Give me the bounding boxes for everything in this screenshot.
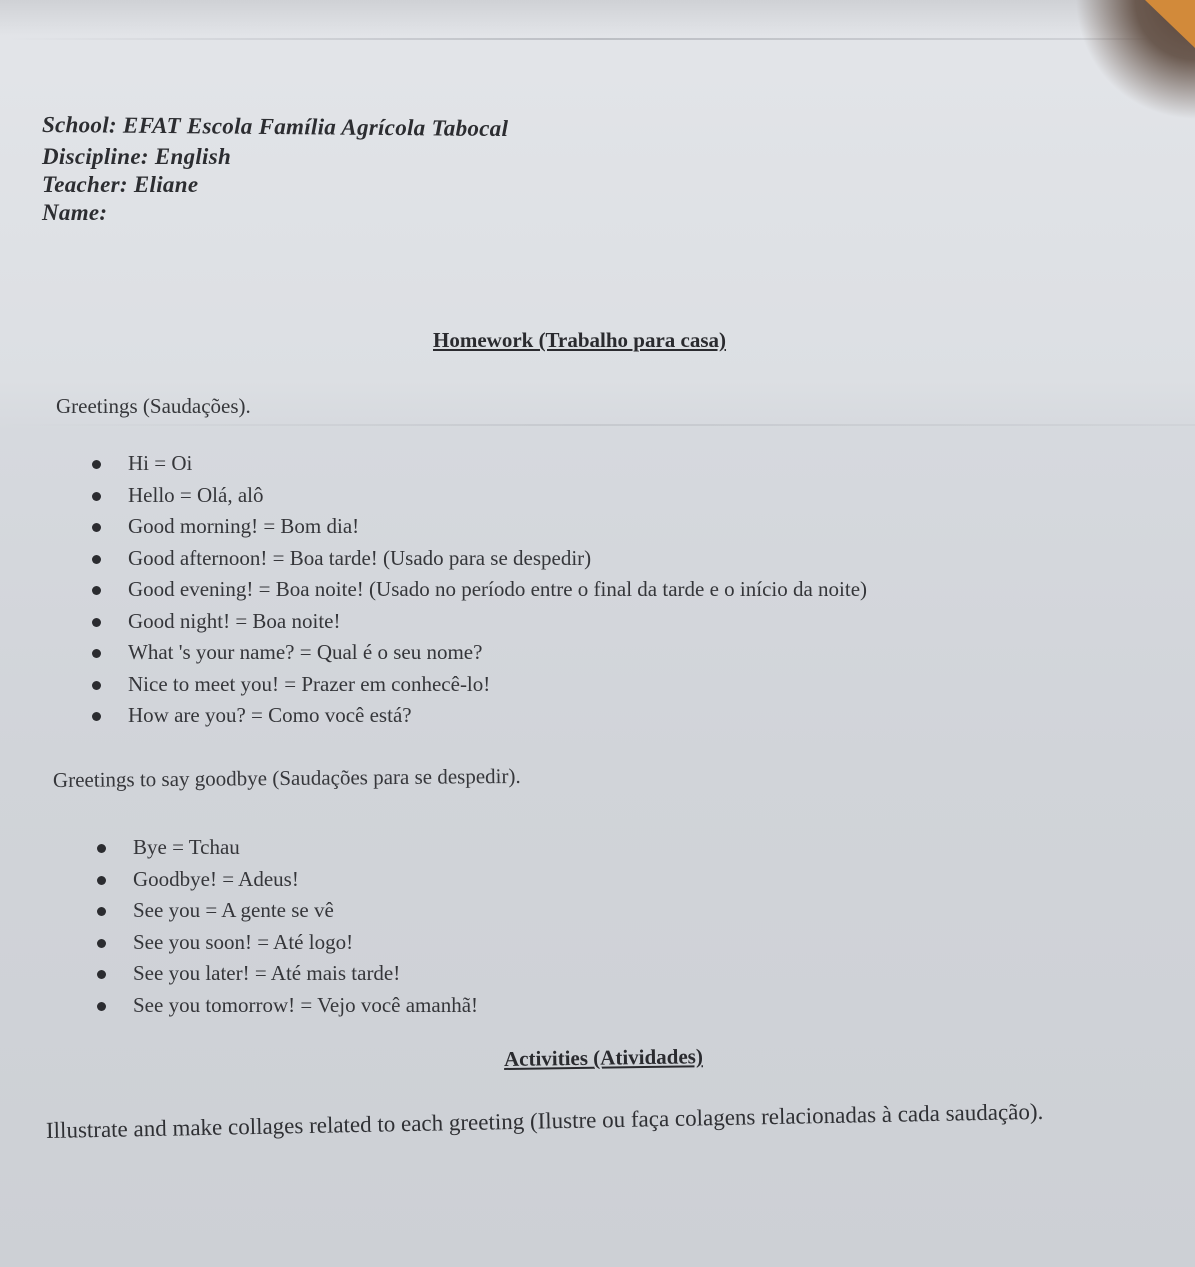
- activities-instruction: Illustrate and make collages related to each greeting (Ilustre ou faça colagens relacionadas à cada saudação).: [45, 1098, 1044, 1143]
- bullet-icon: [92, 712, 101, 721]
- bullet-icon: [92, 460, 101, 469]
- bullet-icon: [97, 939, 106, 948]
- bullet-icon: [92, 649, 101, 658]
- bullet-icon: [92, 555, 101, 564]
- fold-line-top: [0, 38, 1195, 40]
- bullet-icon: [92, 618, 101, 627]
- list-item: What 's your name? = Qual é o seu nome?: [128, 637, 867, 669]
- list-item: Hello = Olá, alô: [128, 480, 867, 512]
- activities-title: Activities (Atividades): [503, 1044, 704, 1071]
- bullet-icon: [92, 586, 101, 595]
- bullet-icon: [97, 876, 106, 885]
- list-item: See you soon! = Até logo!: [133, 927, 478, 959]
- goodbye-title: Greetings to say goodbye (Saudações para se despedir).: [52, 763, 521, 792]
- list-item: Nice to meet you! = Prazer em conhecê-lo!: [128, 669, 867, 701]
- discipline-line: Discipline: English: [42, 144, 232, 169]
- list-item: How are you? = Como você está?: [128, 700, 867, 732]
- list-item: Bye = Tchau: [133, 832, 478, 864]
- bullet-icon: [92, 492, 101, 501]
- goodbye-list: [133, 832, 478, 1021]
- teacher-line: Teacher: Eliane: [42, 172, 199, 197]
- bullet-icon: [97, 844, 106, 853]
- list-item: Good morning! = Bom dia!: [128, 511, 867, 543]
- list-item: See you later! = Até mais tarde!: [133, 958, 478, 990]
- greetings-list: [128, 448, 867, 732]
- list-item: Good afternoon! = Boa tarde! (Usado para se despedir): [128, 543, 867, 575]
- bullet-icon: [97, 1002, 106, 1011]
- list-item: Good night! = Boa noite!: [128, 606, 867, 638]
- paper-top-shadow: [0, 0, 1195, 36]
- list-item: Good evening! = Boa noite! (Usado no período entre o final da tarde e o início da noite): [128, 574, 867, 606]
- name-line: Name:: [42, 200, 108, 225]
- bullet-icon: [97, 907, 106, 916]
- fold-line-middle: [0, 424, 1195, 426]
- school-line: School: EFAT Escola Família Agrícola Tabocal: [41, 111, 509, 142]
- list-item: Goodbye! = Adeus!: [133, 864, 478, 896]
- list-item: See you tomorrow! = Vejo você amanhã!: [133, 990, 478, 1022]
- bullet-icon: [97, 970, 106, 979]
- greetings-title: Greetings (Saudações).: [56, 394, 251, 418]
- bullet-icon: [92, 523, 101, 532]
- homework-title: Homework (Trabalho para casa): [433, 328, 727, 352]
- list-item: See you = A gente se vê: [133, 895, 478, 927]
- bullet-icon: [92, 681, 101, 690]
- list-item: Hi = Oi: [128, 448, 867, 480]
